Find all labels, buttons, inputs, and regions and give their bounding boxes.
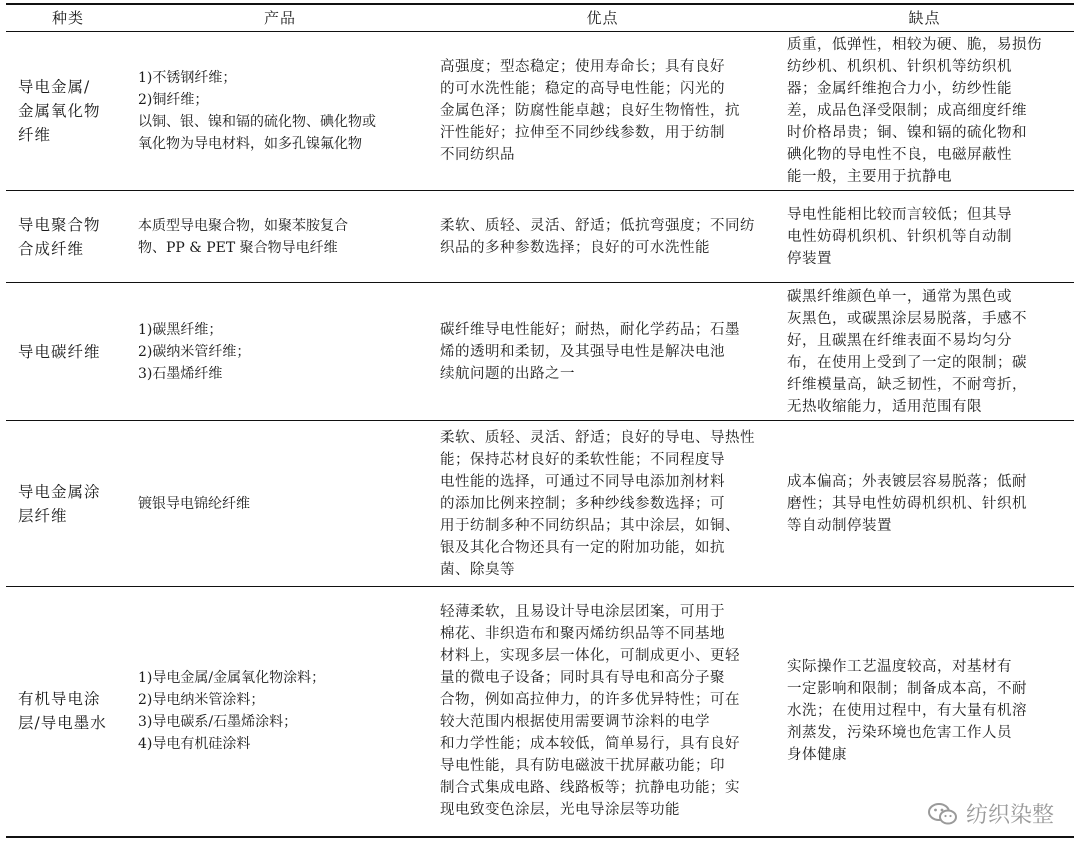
cell-text-line: 以铜、银、镍和镉的硫化物、碘化物或	[138, 114, 376, 130]
cell-text-line: 成本偏高；外表镀层容易脱落；低耐	[787, 473, 1027, 490]
cell-text-line: 导电金属涂	[18, 482, 101, 501]
cell-text-line: 菌、除臭等	[440, 561, 515, 578]
advantages-cell	[430, 587, 775, 837]
cell-text-line: 轻薄柔软，且易设计导电涂层团案，可用于	[440, 604, 725, 621]
cell-text-line: 用于纺制多种不同纺织品；其中涂层，如铜、	[440, 517, 740, 534]
cell-text-line: 水洗；在使用过程中，有大量有机溶	[787, 703, 1027, 720]
cell-text-line: 1)碳黑纤维；	[138, 321, 223, 338]
cell-text-line: 导电性能相比较而言较低；但其导	[787, 206, 1012, 223]
cell-text-line: 层/导电墨水	[18, 714, 107, 733]
cell-text-line: 电性妨碍机织机、针织机等自动制	[787, 228, 1012, 245]
comparison-table	[6, 3, 1074, 838]
cell-text-line: 碳纤维导电性能好；耐热，耐化学药品；石墨	[440, 321, 740, 338]
cell-text-line: 织品的多种参数选择；良好的可水洗性能	[440, 239, 710, 256]
cell-text-line: 器；金属纤维抱合力小，纺纱性能	[787, 81, 1012, 97]
cell-text-line: 本质型导电聚合物，如聚苯胺复合	[138, 217, 348, 234]
cell-text-line: 布，在使用上受到了一定的限制；碳	[787, 354, 1027, 371]
header-disadvantages: 缺点	[908, 9, 941, 27]
cell-text-line: 1)导电金属/金属氧化物涂料；	[138, 670, 326, 687]
cell-text-line: 有机导电涂	[18, 690, 101, 709]
cell-text-line: 棉花、非织造布和聚丙烯纺织品等不同基地	[440, 626, 725, 643]
cell-text-line: 银及其化合物还具有一定的附加功能，如抗	[440, 539, 725, 556]
cell-text-line: 实际操作工艺温度较高，对基材有	[787, 659, 1012, 676]
cell-text-line: 能一般，主要用于抗静电	[787, 169, 952, 185]
cell-text-line: 纺纱机、机织机、针织机等纺织机	[787, 59, 1012, 75]
cell-text-line: 和力学性能；成本较低，简单易行，具有良好	[440, 736, 740, 753]
cell-text-line: 制合式集成电路、线路板等；抗静电功能；实	[440, 780, 740, 797]
header-product: 产品	[263, 9, 296, 27]
cell-text-line: 柔软、质轻、灵活、舒适；良好的导电、导热性	[440, 429, 755, 446]
advantages-cell	[430, 421, 775, 587]
cell-text-line: 电性能的选择，可通过不同导电添加剂材料	[440, 473, 725, 490]
cell-text-line: 金属色泽；防腐性能卓越；良好生物惰性，抗	[440, 103, 740, 119]
table-header-row	[6, 4, 1074, 32]
cell-text-line: 不同纺织品	[440, 147, 515, 163]
cell-text-line: 碳黑纤维颜色单一，通常为黑色或	[787, 288, 1012, 305]
watermark	[928, 798, 1054, 829]
table-row	[6, 191, 1074, 283]
product-cell	[130, 32, 430, 191]
cell-text-line: 合成纤维	[18, 239, 85, 258]
category-cell	[6, 587, 130, 837]
advantages-cell	[430, 283, 775, 421]
cell-text-line: 停装置	[787, 250, 832, 267]
category-cell	[6, 191, 130, 283]
cell-text-line: 一定影响和限制；制备成本高，不耐	[787, 681, 1027, 698]
table-row	[6, 587, 1074, 837]
cell-text-line: 量的微电子设备；同时具有导电和高分子聚	[440, 670, 725, 687]
disadvantages-cell	[775, 421, 1074, 587]
cell-text-line: 1)不锈钢纤维；	[138, 70, 237, 86]
watermark-text: 纺织染整	[965, 803, 1054, 828]
disadvantages-cell	[775, 191, 1074, 283]
cell-text-line: 现电致变色涂层，光电导涂层等功能	[440, 802, 680, 819]
cell-text-line: 剂蒸发，污染环境也危害工作人员	[787, 725, 1012, 742]
cell-text-line: 的可水洗性能；稳定的高导电性能；闪光的	[440, 81, 725, 97]
cell-text-line: 4)导电有机硅涂料	[138, 736, 251, 753]
cell-text-line: 烯的透明和柔韧，及其强导电性是解决电池	[440, 343, 725, 360]
cell-text-line: 2)铜纤维；	[138, 92, 209, 108]
cell-text-line: 能；保持芯材良好的柔软性能；不同程度导	[440, 451, 725, 468]
cell-text-line: 柔软、质轻、灵活、舒适；低抗弯强度；不同纺	[440, 217, 755, 234]
cell-text-line: 3)导电碳系/石墨烯涂料；	[138, 714, 298, 731]
product-cell	[130, 191, 430, 283]
header-category: 种类	[51, 9, 84, 27]
cell-text-line: 的添加比例来控制；多种纱线参数选择；可	[440, 495, 725, 512]
cell-text-line: 导电金属/	[18, 78, 91, 96]
cell-text-line: 碘化物的导电性不良，电磁屏蔽性	[787, 147, 1012, 163]
cell-text-line: 材料上，实现多层一体化，可制成更小、更轻	[440, 648, 740, 665]
cell-text-line: 磨性；其导电性妨碍机织机、针织机	[787, 495, 1027, 512]
product-cell	[130, 421, 430, 587]
cell-text-line: 灰黑色，或碳黑涂层易脱落，手感不	[787, 310, 1027, 327]
cell-text-line: 身体健康	[787, 747, 847, 764]
header-advantages: 优点	[586, 9, 619, 27]
cell-text-line: 汗性能好；拉伸至不同纱线参数，用于纺制	[440, 125, 725, 141]
cell-text-line: 质重，低弹性，相较为硬、脆，易损伤	[787, 37, 1042, 53]
cell-text-line: 合物，例如高拉伸力，的许多优异特性；可在	[440, 692, 740, 709]
cell-text-line: 时价格昂贵；铜、镍和镉的硫化物和	[787, 125, 1027, 141]
cell-text-line: 纤维模量高，缺乏韧性，不耐弯折，	[787, 376, 1027, 393]
disadvantages-cell	[775, 283, 1074, 421]
cell-text-line: 高强度；型态稳定；使用寿命长；具有良好	[440, 59, 725, 75]
cell-text-line: 好，且碳黑在纤维表面不易均匀分	[787, 332, 1012, 349]
cell-text-line: 导电聚合物	[18, 215, 101, 234]
cell-text-line: 无热收缩能力，适用范围有限	[787, 398, 982, 415]
cell-text-line: 差，成品色泽受限制；成高细度纤维	[787, 103, 1027, 119]
cell-text-line: 3)石墨烯纤维	[138, 365, 223, 382]
document-page	[6, 3, 1074, 838]
category-cell	[6, 421, 130, 587]
cell-text-line: 镀银导电锦纶纤维	[138, 495, 250, 512]
wechat-icon	[928, 802, 958, 826]
product-cell	[130, 587, 430, 837]
cell-text-line: 层纤维	[18, 506, 68, 525]
cell-text-line: 金属氧化物	[18, 102, 101, 120]
cell-text-line: 纤维	[18, 126, 52, 144]
cell-text-line: 2)碳纳米管纤维；	[138, 343, 251, 360]
category-cell	[6, 283, 130, 421]
table-row	[6, 421, 1074, 587]
disadvantages-cell	[775, 32, 1074, 191]
cell-text-line: 续航问题的出路之一	[440, 365, 575, 382]
table-row	[6, 283, 1074, 421]
category-cell	[6, 32, 130, 191]
product-cell	[130, 283, 430, 421]
cell-text-line: 物、PP & PET 聚合物导电纤维	[138, 239, 338, 256]
table-row	[6, 32, 1074, 191]
advantages-cell	[430, 191, 775, 283]
cell-text-line: 2)导电纳米管涂料；	[138, 692, 265, 709]
cell-text-line: 导电性能，具有防电磁波干扰屏蔽功能；印	[440, 758, 725, 775]
advantages-cell	[430, 32, 775, 191]
cell-text-line: 氧化物为导电材料，如多孔镍氟化物	[138, 136, 362, 152]
cell-text-line: 等自动制停装置	[787, 517, 892, 534]
cell-text-line: 导电碳纤维	[18, 342, 101, 361]
cell-text-line: 较大范围内根据使用需要调节涂料的电学	[440, 714, 710, 731]
